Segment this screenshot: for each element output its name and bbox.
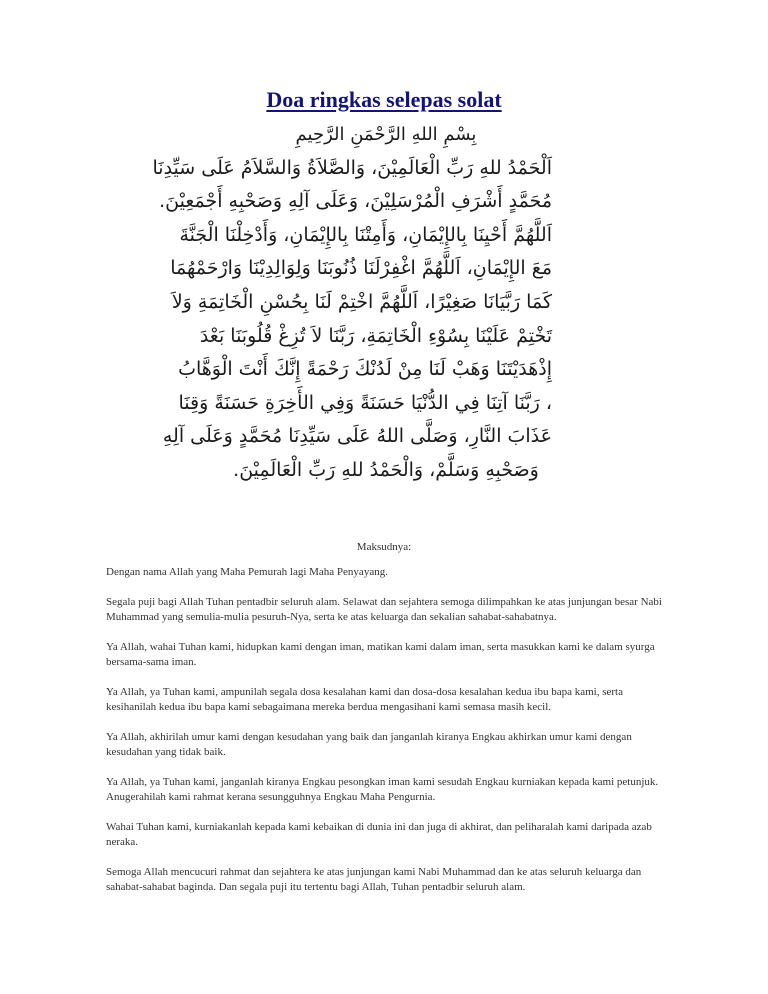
arabic-line: وَصَحْبِهِ وَسَلَّمْ، وَالْحَمْدُ للهِ رَبِّ الْعَالَمِيْنَ. xyxy=(233,458,539,481)
translation-paragraph: Ya Allah, akhirilah umur kami dengan kesudahan yang baik dan janganlah kiranya Engkau akhirkan umur kami dengan kesudahan yang tidak baik. xyxy=(106,730,632,758)
translation-paragraph: Ya Allah, ya Tuhan kami, janganlah kiranya Engkau pesongkan iman kami sesudah Engkau kurniakan kepada kami petunjuk. Anugerahilah kami rahmat kerana sesungguhnya Engkau Maha Pengurnia. xyxy=(106,775,659,803)
arabic-line: مُحَمَّدٍ أَشْرَفِ الْمُرْسَلِيْنَ، وَعَلَى آلِهِ وَصَحْبِهِ أَجْمَعِيْنَ. xyxy=(159,190,552,213)
arabic-line: مَعَ الإِيْمَانِ، اَللَّهُمَّ اغْفِرْلَنَا ذُنُوبَنَا وَلِوَالِدِيْنَا وَارْحَمْهُمَا xyxy=(170,257,552,280)
arabic-line: إِذْهَدَيْتَنَا وَهَبْ لَنَا مِنْ لَدُنْكَ رَحْمَةً إِنَّكَ أَنْتَ الْوَهَّابُ xyxy=(178,358,552,381)
arabic-line: ، رَبَّنَا آتِنَا فِي الدُّنْيَا حَسَنَةً وَفِي الأَخِرَةِ حَسَنَةً وَقِنَا xyxy=(178,391,552,414)
translation-paragraph: Segala puji bagi Allah Tuhan pentadbir seluruh alam. Selawat dan sejahtera semoga dilimpahkan ke atas junjungan besar Nabi Muhammad yang semulia-mulia pesuruh-Nya, serta ke atas keluarga dan sekalian sahabat-sahabatnya. xyxy=(106,595,662,623)
translation-paragraph: Ya Allah, wahai Tuhan kami, hidupkan kami dengan iman, matikan kami dalam iman, serta masukkan kami ke dalam syurga bersama-sama iman. xyxy=(106,640,655,668)
translation-heading: Maksudnya: xyxy=(356,541,412,553)
arabic-line: بِسْمِ اللهِ الرَّحْمَنِ الرَّحِيمِ xyxy=(295,124,477,145)
translation-paragraph: Semoga Allah mencucuri rahmat dan sejahtera ke atas junjungan kami Nabi Muhammad dan ke atas seluruh keluarga dan sahabat-sahabat baginda. Dan segala puji itu tertentu bagi Allah, Tuhan pentadbir seluruh alam. xyxy=(106,865,642,893)
translation-paragraph: Wahai Tuhan kami, kurniakanlah kepada kami kebaikan di dunia ini dan juga di akhirat, dan peliharalah kami daripada azab neraka. xyxy=(106,820,652,848)
arabic-line: عَذَابَ النَّارِ، وَصَلَّى اللهُ عَلَى سَيِّدِنَا مُحَمَّدٍ وَعَلَى آلِهِ xyxy=(162,425,552,448)
arabic-line: كَمَا رَبَّيَانَا صَغِيْرًا، اَللَّهُمَّ اخْتِمْ لَنَا بِحُسْنِ الْخَاتِمَةِ وَلاَ xyxy=(171,290,552,313)
arabic-line: تَخْتِمْ عَلَيْنَا بِسُوْءِ الْخَاتِمَةِ، رَبَّنَا لاَ تُزِغْ قُلُوبَنَا بَعْدَ xyxy=(199,324,552,347)
arabic-prayer-text xyxy=(152,118,552,488)
translation-body xyxy=(106,565,666,910)
arabic-line: اَللَّهُمَّ أَحْيِنَا بِالإِيْمَانِ، وَأَمِتْنَا بِالإِيْمَانِ، وَأَدْخِلْنَا الْجَنَّةَ xyxy=(179,223,552,246)
translation-paragraph: Dengan nama Allah yang Maha Pemurah lagi Maha Penyayang. xyxy=(106,566,388,578)
translation-paragraph: Ya Allah, ya Tuhan kami, ampunilah segala dosa kesalahan kami dan dosa-dosa kesalahan kedua ibu bapa kami, serta kesihanilah kedua ibu bapa kami sebagaimana mereka berdua mengasihani kami semasa masih kecil. xyxy=(106,685,623,713)
arabic-line: اَلْحَمْدُ للهِ رَبِّ الْعَالَمِيْنَ، وَالصَّلاَةُ وَالسَّلاَمُ عَلَى سَيِّدِنَا xyxy=(152,156,552,179)
page-title: Doa ringkas selepas solat xyxy=(266,87,502,112)
